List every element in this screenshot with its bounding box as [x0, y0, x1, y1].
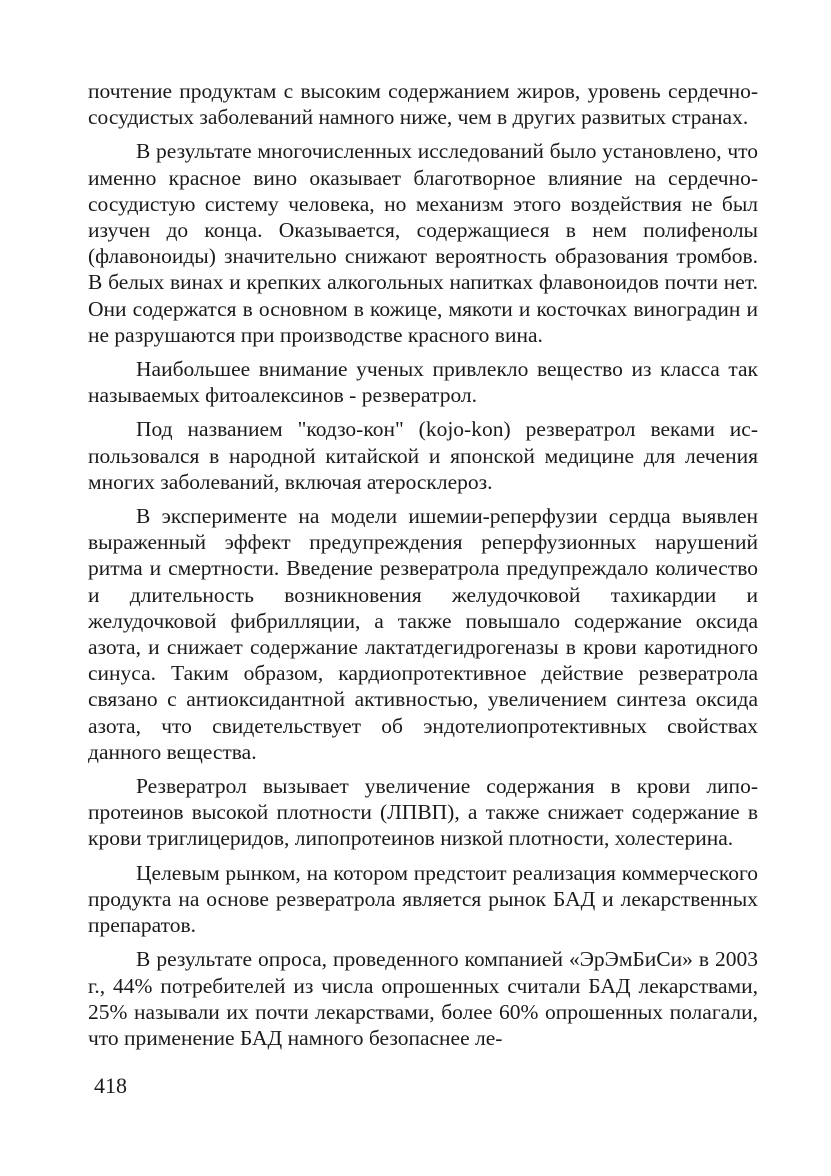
paragraph-1: почтение продуктам с высоким содержанием жиров, уровень сердечно-сосудистых заболеваний намного ниже, чем в других развитых странах. [88, 79, 758, 130]
paragraph-3: Наибольшее внимание ученых привлекло вещество из класса так называемых фитоалексинов - резвератрол. [88, 357, 758, 408]
page-text [88, 78, 758, 1059]
paragraph-5: В эксперименте на модели ишемии-реперфузии сердца выявлен выраженный эффект предупреждения реперфузионных нарушений ритма и смертности. Введение резвератрола предупреждало количество и длительность возникновения желудочковой тахикардии и желудочковой фибрилляции, а также повышало содержание оксида азота, и снижает содержание лактатдегидрогеназы в крови каротидного синуса. Таким образом, кардиопротективное действие резвератрола связано с антиоксидантной активностью, увеличением синтеза оксида азота, что свидетельствует об эндотелиопротективных свойствах данного вещества. [88, 504, 758, 764]
paragraph-6: Резвератрол вызывает увеличение содержания в крови липопротеинов высокой плотности (ЛПВП), а также снижает содержание в крови триглицеридов, липопротеинов низкой плотности, холестерина. [88, 774, 758, 851]
page-number: 418 [94, 1073, 127, 1098]
paragraph-7: Целевым рынком, на котором предстоит реализация коммерческого продукта на основе резвератрола является рынок БАД и лекарственных препаратов. [88, 860, 758, 938]
paragraph-8: В результате опроса, проведенного компанией «ЭрЭмБиСи» в 2003 г., 44% потребителей из числа опрошенных считали БАД лекарствами, 25% называли их почти лекарствами, более 60% опрошенных полагали, что применение БАД намного безопаснее ле- [88, 947, 758, 1050]
paragraph-4: Под названием "кодзо-кон" (kojo-kon) резвератрол веками использовался в народной китайской и японской медицине для лечения многих заболеваний, включая атеросклероз. [88, 417, 758, 494]
paragraph-2: В результате многочисленных исследований было установлено, что именно красное вино оказывает благотворное влияние на сердечно-сосудистую систему человека, но механизм этого воздействия не был изучен до конца. Оказывается, содержащиеся в нем полифенолы (флавоноиды) значительно снижают вероятность образования тромбов. В белых винах и крепких алкогольных напитках флавоноидов почти нет. Они содержатся в основном в кожице, мякоти и косточках виноградин и не разрушаются при производстве красного вина. [88, 139, 758, 347]
